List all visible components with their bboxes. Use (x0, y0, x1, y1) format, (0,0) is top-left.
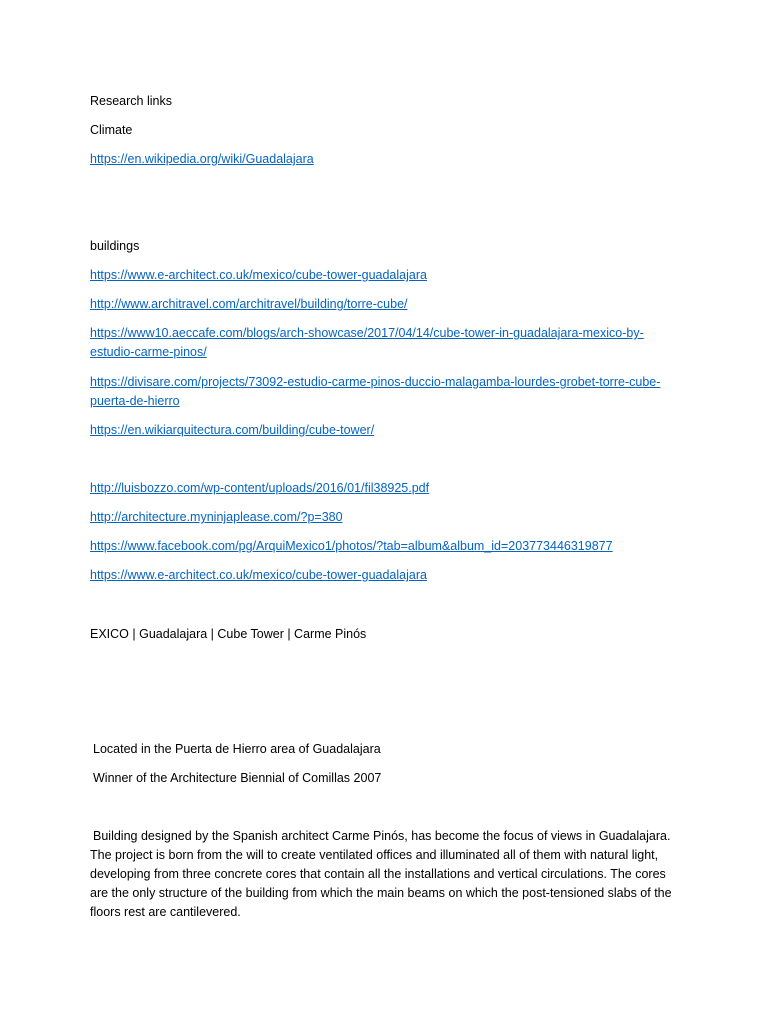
building-link-divisare[interactable]: https://divisare.com/projects/73092-estudio-carme-pinos-duccio-malagamba-lourdes-grobet-torre-cube-puerta-de-hierro (90, 375, 661, 408)
link-e-architect-repeat[interactable]: https://www.e-architect.co.uk/mexico/cube-tower-guadalajara (90, 568, 427, 582)
building-link-e-architect[interactable]: https://www.e-architect.co.uk/mexico/cube-tower-guadalajara (90, 268, 427, 282)
page-heading: Research links (90, 94, 172, 108)
description-paragraph: Building designed by the Spanish architect Carme Pinós, has become the focus of views in Guadalajara. The project is born from the will to create ventilated offices and illuminated all of them with natural light, developing from three concrete cores that contain all the installations and vertical circulations. The cores are the only structure of the building from which the main beams on which the post-tensioned slabs of the floors rest are cantilevered. (90, 829, 672, 919)
location-line: Located in the Puerta de Hierro area of Guadalajara (93, 742, 381, 756)
buildings-label: buildings (90, 239, 140, 253)
climate-label: Climate (90, 123, 133, 137)
link-myninjaplease[interactable]: http://architecture.myninjaplease.com/?p=380 (90, 510, 343, 524)
climate-link-wikipedia[interactable]: https://en.wikipedia.org/wiki/Guadalajara (90, 152, 314, 166)
building-link-aeccafe[interactable]: https://www10.aeccafe.com/blogs/arch-showcase/2017/04/14/cube-tower-in-guadalajara-mexico-by-estudio-carme-pinos/ (90, 326, 644, 359)
link-facebook-album[interactable]: https://www.facebook.com/pg/ArquiMexico1/photos/?tab=album&album_id=203773446319877 (90, 539, 613, 553)
link-luisbozzo-pdf[interactable]: http://luisbozzo.com/wp-content/uploads/2016/01/fil38925.pdf (90, 481, 430, 495)
building-link-architravel[interactable]: http://www.architravel.com/architravel/building/torre-cube/ (90, 297, 408, 311)
award-line: Winner of the Architecture Biennial of Comillas 2007 (93, 771, 382, 785)
building-link-wikiarquitectura[interactable]: https://en.wikiarquitectura.com/building/cube-tower/ (90, 423, 375, 437)
project-title: EXICO | Guadalajara | Cube Tower | Carme Pinós (90, 627, 367, 641)
